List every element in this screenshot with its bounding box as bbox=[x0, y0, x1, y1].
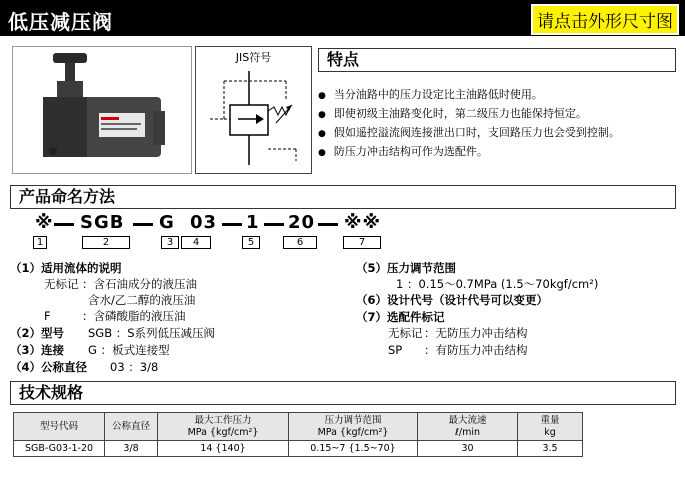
code-dash bbox=[222, 223, 242, 226]
column-header: 型号代码 bbox=[14, 413, 105, 441]
code-part-6: 20 bbox=[288, 212, 316, 233]
item-7-value: ：无防压力冲击结构 bbox=[424, 326, 528, 340]
item-3-title: （3）连接 bbox=[10, 343, 65, 357]
item-7-value: ：有防压力冲击结构 bbox=[424, 343, 528, 357]
item-1-title: （1）适用流体的说明 bbox=[10, 261, 122, 275]
specs-table bbox=[13, 412, 583, 457]
drawing-link-button[interactable]: 请点击外形尺寸图 bbox=[531, 4, 679, 35]
naming-heading: 产品命名方法 bbox=[10, 185, 676, 209]
features-list bbox=[318, 86, 678, 162]
feature-item: ● 即使初级主油路变化时，第二级压力也能保持恒定。 bbox=[318, 105, 678, 124]
page-title: 低压减压阀 bbox=[8, 10, 113, 34]
jis-symbol-diagram bbox=[196, 61, 311, 171]
item-3-value: G ：板式连接型 bbox=[88, 343, 170, 357]
code-part-5: 1 bbox=[246, 212, 260, 233]
column-header: 重量 kg bbox=[518, 413, 583, 441]
code-index-box: 1 bbox=[33, 236, 47, 249]
code-index-box: 6 bbox=[283, 236, 317, 249]
table-cell: 3/8 bbox=[105, 441, 158, 457]
code-dash bbox=[54, 223, 74, 226]
code-part-3: G bbox=[159, 212, 175, 233]
table-header-row bbox=[14, 413, 583, 441]
table-cell: 0.15~7 {1.5~70} bbox=[289, 441, 418, 457]
table-row bbox=[14, 441, 583, 457]
code-index-box: 2 bbox=[82, 236, 130, 249]
item-1-value: 含水/乙二醇的液压油 bbox=[88, 293, 196, 307]
item-1-value: ：含磷酸脂的液压油 bbox=[82, 309, 186, 323]
jis-symbol-box bbox=[195, 46, 312, 174]
code-index-box: 7 bbox=[343, 236, 381, 249]
feature-item: ● 防压力冲击结构可作为选配件。 bbox=[318, 143, 678, 162]
item-1-value: ：含石油成分的液压油 bbox=[82, 277, 197, 291]
item-1-key-none: 无标记 bbox=[44, 277, 79, 291]
item-1-key-f: F bbox=[44, 309, 51, 323]
item-7-key-none: 无标记 bbox=[388, 326, 423, 340]
code-part-4: 03 bbox=[190, 212, 218, 233]
code-part-2: SGB bbox=[80, 212, 125, 233]
column-header: 压力调节范围 MPa {kgf/cm²} bbox=[289, 413, 418, 441]
feature-item: ● 当分油路中的压力设定比主油路低时使用。 bbox=[318, 86, 678, 105]
item-2-title: （2）型号 bbox=[10, 326, 65, 340]
code-index-box: 4 bbox=[181, 236, 211, 249]
item-6-title: （6）设计代号（设计代号可以变更） bbox=[356, 293, 548, 307]
feature-item: ● 假如遥控溢流阀连接泄出口时，支回路压力也会受到控制。 bbox=[318, 124, 678, 143]
code-index-box: 3 bbox=[161, 236, 179, 249]
item-7-key-sp: SP bbox=[388, 343, 403, 357]
item-7-title: （7）选配件标记 bbox=[356, 310, 445, 324]
code-index-box: 5 bbox=[242, 236, 260, 249]
item-4-value: 03 ：3/8 bbox=[110, 360, 159, 374]
code-dash bbox=[264, 223, 284, 226]
table-cell: 3.5 bbox=[518, 441, 583, 457]
item-4-title: （4）公称直径 bbox=[10, 360, 88, 374]
jis-symbol-label: JIS符号 bbox=[235, 51, 272, 64]
item-5-value: 1 ：0.15～0.7MPa (1.5～70kgf/cm²) bbox=[396, 277, 599, 291]
table-cell: SGB-G03-1-20 bbox=[14, 441, 105, 457]
column-header: 最大工作压力 MPa {kgf/cm²} bbox=[158, 413, 289, 441]
features-heading: 特点 bbox=[318, 48, 676, 72]
code-dash bbox=[133, 223, 153, 226]
code-dash bbox=[318, 223, 338, 226]
specs-heading: 技术规格 bbox=[10, 381, 676, 405]
item-2-value: SGB ：S系列低压减压阀 bbox=[88, 326, 216, 340]
code-part-1: ※ bbox=[35, 212, 54, 233]
item-5-title: （5）压力调节范围 bbox=[356, 261, 457, 275]
title-bar bbox=[0, 0, 685, 36]
product-photo bbox=[12, 46, 192, 174]
table-cell: 30 bbox=[418, 441, 518, 457]
code-part-7: ※※ bbox=[344, 212, 381, 233]
column-header: 最大流速 ℓ/min bbox=[418, 413, 518, 441]
table-cell: 14 {140} bbox=[158, 441, 289, 457]
column-header: 公称直径 bbox=[105, 413, 158, 441]
